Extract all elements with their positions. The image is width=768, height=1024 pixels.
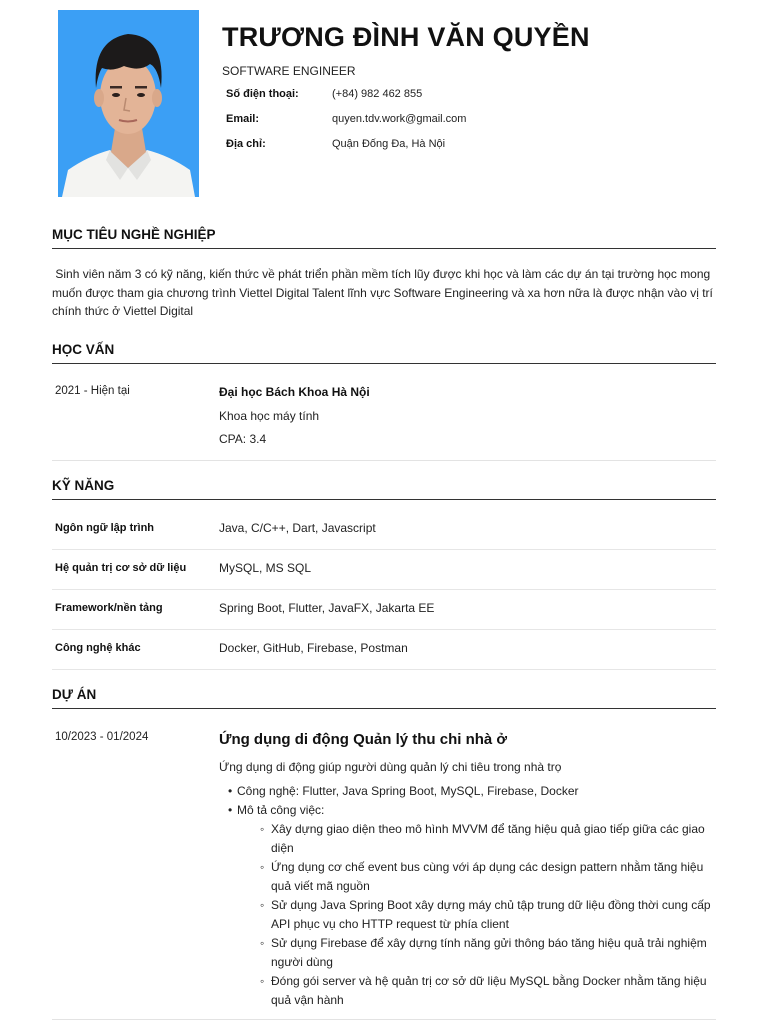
project-date: 10/2023 - 01/2024 xyxy=(55,731,149,743)
contact-email-label: Email: xyxy=(226,113,260,125)
skill-row xyxy=(52,589,716,630)
candidate-job-title: SOFTWARE ENGINEER xyxy=(222,64,356,78)
education-major: Khoa học máy tính xyxy=(219,409,320,423)
section-title-skills: KỸ NĂNG xyxy=(52,478,716,500)
skill-row xyxy=(52,629,716,670)
education-cpa: CPA: 3.4 xyxy=(219,432,267,446)
contact-address-label: Địa chỉ: xyxy=(226,138,266,150)
skill-label: Ngôn ngữ lập trình xyxy=(55,522,155,534)
project-tasks-label: • Mô tả công việc: xyxy=(219,801,719,820)
skill-value: Docker, GitHub, Firebase, Postman xyxy=(219,641,408,655)
divider xyxy=(52,460,716,461)
project-task-item: ◦ Sử dụng Java Spring Boot xây dựng máy chủ tập trung dữ liệu đồng thời cung cấp API phục vụ cho HTTP request từ phía client xyxy=(219,896,719,933)
skill-value: Java, C/C++, Dart, Javascript xyxy=(219,521,376,535)
project-task-item: ◦ Sử dụng Firebase để xây dựng tính năng gửi thông báo tăng hiệu quả trải nghiệm người dùng xyxy=(219,934,719,971)
project-task-item: ◦ Ứng dụng cơ chế event bus cùng với áp dụng các design pattern nhằm tăng hiệu quả viết mã nguồn xyxy=(219,858,719,895)
skill-value: Spring Boot, Flutter, JavaFX, Jakarta EE xyxy=(219,601,435,615)
skill-row xyxy=(52,549,716,590)
project-tech: • Công nghệ: Flutter, Java Spring Boot, MySQL, Firebase, Docker xyxy=(219,782,719,801)
skill-label: Công nghệ khác xyxy=(55,642,141,654)
skill-label: Hệ quản trị cơ sở dữ liệu xyxy=(55,562,187,574)
candidate-name: TRƯƠNG ĐÌNH VĂN QUYỀN xyxy=(222,22,590,52)
contact-phone-label: Số điện thoại: xyxy=(226,88,299,100)
objective-text: Sinh viên năm 3 có kỹ năng, kiến thức về phát triển phần mềm tích lũy được khi học và làm các dự án tại trường học mong muốn được tham gia chương trình Viettel Digital Talent lĩnh vực Software Engineering và xa hơn nữa là được nhận vào vị trí chính thức ở Viettel Digital xyxy=(52,267,717,318)
contact-phone-value: (+84) 982 462 855 xyxy=(332,88,423,100)
project-task-item: ◦ Đóng gói server và hệ quản trị cơ sở dữ liệu MySQL bằng Docker nhằm tăng hiệu quả vận hành xyxy=(219,972,719,1009)
skill-row xyxy=(52,509,716,550)
project-description: Ứng dụng di động giúp người dùng quản lý chi tiêu trong nhà trọ xyxy=(219,760,562,774)
project-details xyxy=(219,782,719,1009)
portrait-image xyxy=(58,10,199,197)
skill-label: Framework/nền tảng xyxy=(55,602,163,614)
project-task-item: ◦ Xây dựng giao diện theo mô hình MVVM để tăng hiệu quả giao tiếp giữa các giao diện xyxy=(219,820,719,857)
education-school: Đại học Bách Khoa Hà Nội xyxy=(219,385,370,399)
section-title-education: HỌC VẤN xyxy=(52,342,716,364)
education-date: 2021 - Hiện tại xyxy=(55,385,130,397)
divider xyxy=(52,1019,716,1020)
section-title-projects: DỰ ÁN xyxy=(52,687,716,709)
project-title: Ứng dụng di động Quản lý thu chi nhà ở xyxy=(219,731,508,748)
contact-email-value: quyen.tdv.work@gmail.com xyxy=(332,113,467,125)
skill-value: MySQL, MS SQL xyxy=(219,561,312,575)
section-title-objective: MỤC TIÊU NGHỀ NGHIỆP xyxy=(52,227,716,249)
profile-photo xyxy=(58,10,199,197)
contact-address-value: Quận Đống Đa, Hà Nội xyxy=(332,138,446,150)
